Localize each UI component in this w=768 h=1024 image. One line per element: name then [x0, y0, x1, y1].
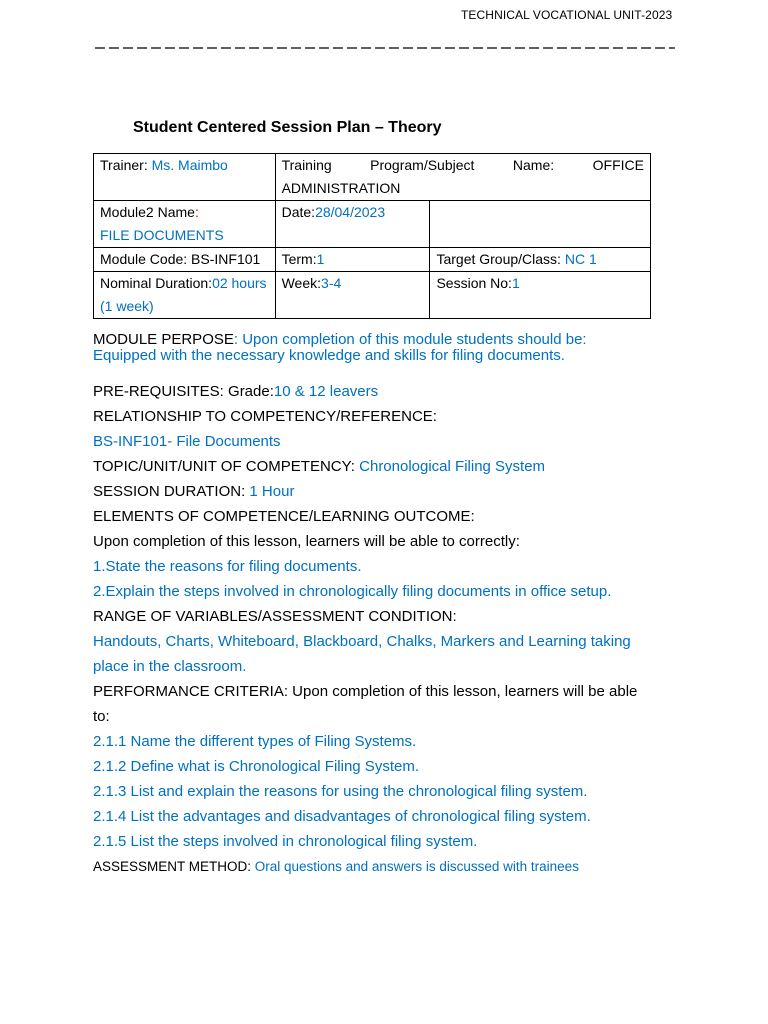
session-duration-label: SESSION DURATION: — [93, 483, 250, 500]
document-title: Student Centered Session Plan – Theory — [133, 119, 442, 136]
module-name-value: FILE DOCUMENTS — [100, 227, 224, 243]
date-label: Date: — [281, 204, 316, 220]
criteria-item: 2.1.5 List the steps involved in chronological filing system. — [93, 833, 478, 850]
trainer-cell — [94, 154, 276, 201]
performance-label-1: PERFORMANCE CRITERIA: Upon completion of this lesson, learners will be able — [93, 683, 638, 700]
program-value: ADMINISTRATION — [281, 180, 401, 196]
week-value: 3-4 — [321, 275, 342, 291]
purpose-text-2: Equipped with the necessary knowledge and skills for filing documents. — [93, 347, 565, 364]
program-word-4: OFFICE — [592, 157, 644, 173]
criteria-item: 2.1.3 List and explain the reasons for using the chronological filing system. — [93, 783, 588, 800]
session-info-table — [93, 153, 651, 319]
elements-intro: Upon completion of this lesson, learners will be able to correctly: — [93, 533, 520, 550]
session-duration — [93, 479, 668, 504]
module-name-label: Module2 Name — [100, 204, 195, 220]
range-value-2: place in the classroom. — [93, 658, 247, 675]
topic-label: TOPIC/UNIT/UNIT OF COMPETENCY: — [93, 458, 360, 475]
session-no-cell — [430, 272, 651, 319]
prerequisites-value: 10 & 12 leavers — [273, 383, 379, 400]
outcome-item: 1.State the reasons for filing documents. — [93, 558, 362, 575]
dashed-divider — [95, 38, 675, 52]
relationship-label: RELATIONSHIP TO COMPETENCY/REFERENCE: — [93, 408, 437, 425]
criteria-item: 2.1.2 Define what is Chronological Filing System. — [93, 758, 419, 775]
term-value: 1 — [316, 251, 325, 267]
module-name-cell — [94, 201, 276, 248]
relationship-value: BS-INF101- File Documents — [93, 433, 281, 450]
prerequisites — [93, 379, 668, 404]
trainer-value: Ms. Maimbo — [151, 157, 228, 173]
trainer-label: Trainer: — [100, 157, 152, 173]
program-word-2: Program/Subject — [370, 157, 475, 173]
duration-value: 02 hours — [212, 275, 267, 291]
duration-label: Nominal Duration: — [100, 275, 213, 291]
target-group-label: Target Group/Class: — [436, 251, 565, 267]
criteria-item: 2.1.4 List the advantages and disadvantages of chronological filing system. — [93, 808, 591, 825]
topic-value: Chronological Filing System — [359, 458, 546, 475]
target-group-value: NC 1 — [564, 251, 597, 267]
assessment-value: Oral questions and answers is discussed with trainees — [254, 859, 579, 874]
range-value-1: Handouts, Charts, Whiteboard, Blackboard, Chalks, Markers and Learning taking — [93, 633, 631, 650]
outcome-item: 2.Explain the steps involved in chronologically filing documents in office setup. — [93, 583, 612, 600]
term-label: Term: — [281, 251, 317, 267]
week-label: Week: — [281, 275, 322, 291]
elements-label: ELEMENTS OF COMPETENCE/LEARNING OUTCOME: — [93, 508, 475, 525]
session-no-value: 1 — [511, 275, 520, 291]
performance-label-2: to: — [93, 708, 110, 725]
purpose-text-1: : Upon completion of this module students should be: — [233, 331, 587, 348]
criteria-item: 2.1.1 Name the different types of Filing Systems. — [93, 733, 417, 750]
duration-value-week: (1 week) — [100, 298, 154, 314]
session-no-label: Session No: — [436, 275, 512, 291]
header-unit-label: TECHNICAL VOCATIONAL UNIT-2023 — [461, 8, 673, 22]
purpose-label: MODULE PERPOSE — [93, 331, 234, 348]
session-duration-value: 1 Hour — [249, 483, 295, 500]
target-group-cell — [430, 248, 651, 272]
prerequisites-label: PRE-REQUISITES: Grade: — [93, 383, 274, 400]
assessment-label: ASSESSMENT METHOD: — [93, 859, 255, 874]
date-cell — [275, 201, 430, 248]
session-details — [93, 379, 668, 879]
empty-cell — [430, 201, 651, 248]
duration-cell — [94, 272, 276, 319]
term-cell — [275, 248, 430, 272]
program-word-1: Training — [281, 157, 332, 173]
program-cell — [275, 154, 650, 201]
program-word-3: Name: — [512, 157, 555, 173]
module-purpose — [93, 332, 668, 364]
date-value: 28/04/2023 — [315, 204, 386, 220]
week-cell — [275, 272, 430, 319]
module-name-colon: : — [194, 204, 199, 220]
topic — [93, 454, 668, 479]
range-label: RANGE OF VARIABLES/ASSESSMENT CONDITION: — [93, 608, 457, 625]
assessment-method — [93, 854, 668, 879]
module-code-cell: Module Code: BS-INF101 — [94, 248, 276, 272]
